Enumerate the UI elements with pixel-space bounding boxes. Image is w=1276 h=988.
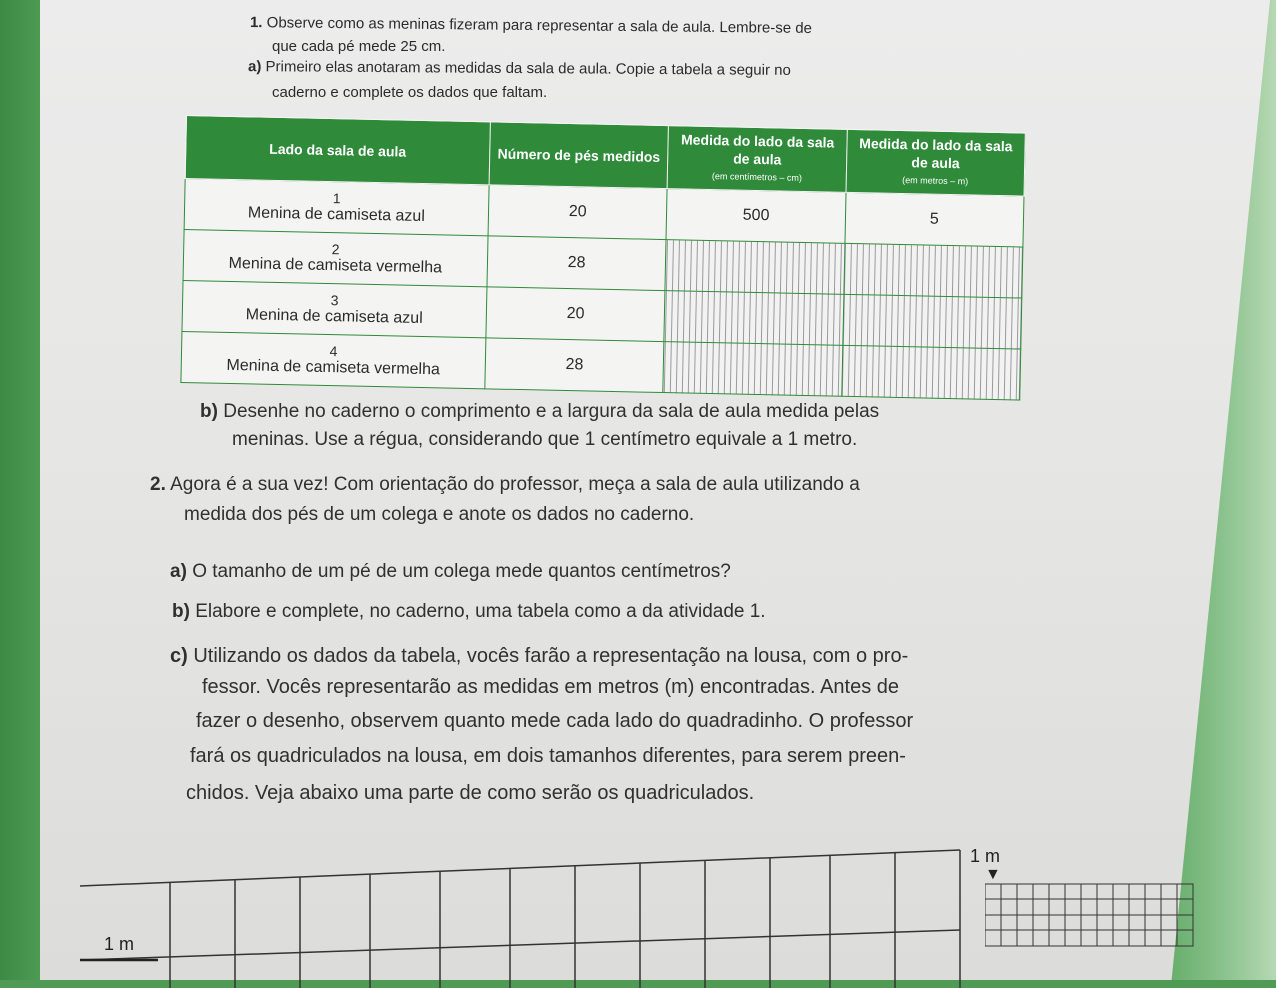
header-medida-cm-text: Medida do lado da sala de aula bbox=[680, 131, 835, 168]
question-1-text-1: Observe como as meninas fizeram para representar a sala de aula. Lembre-se de bbox=[266, 14, 813, 37]
table-cell-side bbox=[182, 280, 487, 337]
table-cell-feet: 28 bbox=[485, 338, 665, 393]
question-2c-text-3: fazer o desenho, observem quanto mede cada lado do quadradinho. O professor bbox=[196, 710, 914, 732]
header-medida-m-text: Medida do lado da sala de aula bbox=[859, 135, 1013, 172]
measurement-table bbox=[180, 115, 1025, 401]
question-2c-text-1: Utilizando os dados da tabela, vocês farão a representação na lousa, com o pro- bbox=[193, 645, 909, 667]
header-numero-pes-text: Número de pés medidos bbox=[497, 145, 661, 165]
question-2-text-2: medida dos pés de um colega e anote os dados no caderno. bbox=[184, 504, 695, 525]
question-2a-letter: a) bbox=[170, 561, 187, 582]
table-cell-cm: 500 bbox=[666, 189, 845, 244]
question-2c-line-1 bbox=[170, 645, 908, 668]
question-1b-line-1 bbox=[200, 401, 879, 423]
question-2a bbox=[170, 561, 731, 583]
table-cell-side bbox=[184, 178, 489, 235]
question-2b-letter: b) bbox=[172, 601, 190, 622]
question-1-text-2: que cada pé mede 25 cm. bbox=[272, 38, 446, 55]
row-number: 1 bbox=[332, 190, 341, 207]
row-number: 4 bbox=[329, 343, 338, 360]
large-grid-label: 1 m bbox=[104, 934, 135, 954]
header-medida-m bbox=[846, 129, 1026, 196]
table-cell-feet: 20 bbox=[488, 185, 668, 240]
question-1b-letter: b) bbox=[200, 401, 218, 422]
arrow-down-icon: ▼ bbox=[985, 866, 1001, 883]
question-1a-letter: a) bbox=[247, 58, 262, 76]
question-2-number: 2. bbox=[150, 474, 166, 495]
question-2c-text-4: fará os quadriculados na lousa, em dois tamanhos diferentes, para serem preen- bbox=[190, 745, 906, 767]
header-numero-pes bbox=[489, 122, 669, 189]
question-1b-text-1: Desenhe no caderno o comprimento e a largura da sala de aula medida pelas bbox=[223, 401, 880, 422]
table-cell-m-blank bbox=[841, 345, 1020, 400]
row-side-label: Menina de camiseta azul bbox=[245, 306, 423, 328]
small-grid-label: 1 m bbox=[970, 846, 1001, 866]
row-number: 2 bbox=[331, 241, 340, 258]
table-cell-cm-blank bbox=[665, 240, 844, 295]
table-cell-cm-blank bbox=[664, 291, 843, 346]
table-cell-m-blank bbox=[843, 294, 1022, 349]
header-medida-m-unit: (em metros – m) bbox=[902, 175, 969, 187]
row-side-label: Menina de camiseta vermelha bbox=[228, 254, 443, 277]
question-1a-text-1: Primeiro elas anotaram as medidas da sala de aula. Copie a tabela a seguir no bbox=[265, 58, 791, 79]
table-cell-cm-blank bbox=[663, 342, 842, 397]
question-1a-text-2: caderno e complete os dados que faltam. bbox=[272, 84, 548, 101]
question-2c-letter: c) bbox=[170, 645, 188, 667]
question-2b bbox=[172, 601, 766, 623]
row-side-label: Menina de camiseta vermelha bbox=[226, 356, 441, 379]
question-2-text-1: Agora é a sua vez! Com orientação do professor, meça a sala de aula utilizando a bbox=[170, 474, 860, 495]
table-cell-m: 5 bbox=[845, 192, 1024, 247]
header-medida-cm-unit: (em centímetros – cm) bbox=[711, 171, 803, 183]
row-side-label: Menina de camiseta azul bbox=[247, 204, 426, 226]
question-1b-text-2: meninas. Use a régua, considerando que 1 centímetro equivale a 1 metro. bbox=[232, 429, 858, 450]
header-lado bbox=[185, 116, 490, 185]
table-cell-feet: 20 bbox=[486, 287, 666, 342]
question-2c-text-2: fessor. Vocês representarão as medidas em metros (m) encontradas. Antes de bbox=[202, 676, 900, 698]
large-grid bbox=[80, 848, 970, 988]
small-grid bbox=[985, 880, 1195, 950]
table-cell-feet: 28 bbox=[487, 236, 667, 291]
table-cell-m-blank bbox=[844, 243, 1023, 298]
question-2c-text-5: chidos. Veja abaixo uma parte de como serão os quadriculados. bbox=[186, 782, 755, 804]
question-2-line-1 bbox=[150, 474, 860, 496]
header-lado-text: Lado da sala de aula bbox=[269, 140, 407, 160]
question-2a-text: O tamanho de um pé de um colega mede quantos centímetros? bbox=[192, 561, 731, 582]
table-cell-side bbox=[181, 331, 486, 388]
question-2b-text: Elabore e complete, no caderno, uma tabela como a da atividade 1. bbox=[195, 601, 766, 622]
row-number: 3 bbox=[330, 292, 339, 309]
table-cell-side bbox=[183, 229, 488, 286]
header-medida-cm bbox=[668, 126, 848, 193]
question-1-number: 1. bbox=[249, 14, 263, 32]
